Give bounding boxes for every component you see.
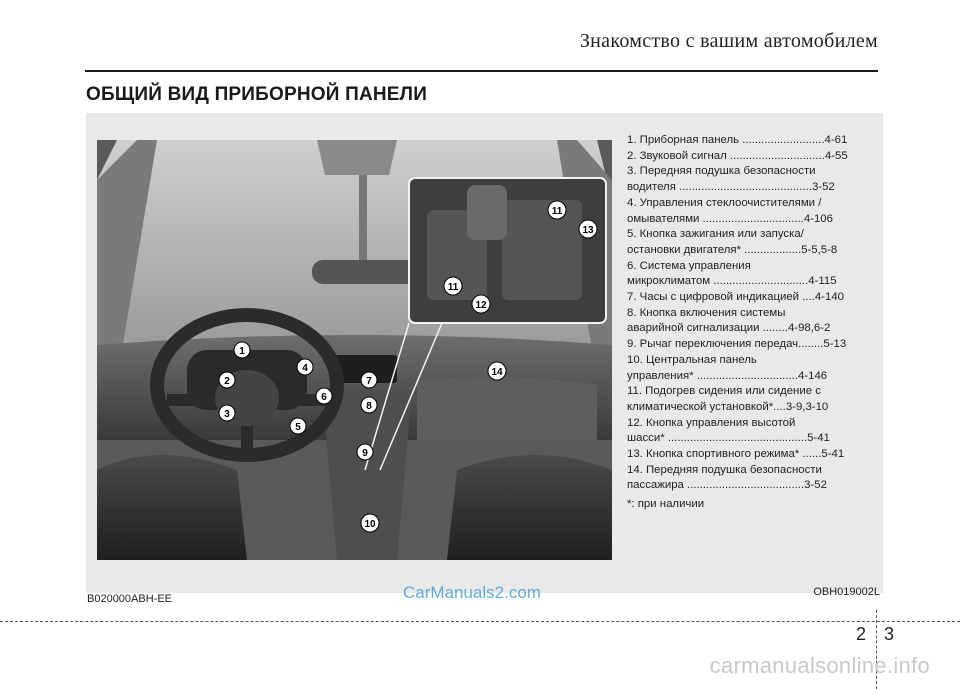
chapter-title: Знакомство с вашим автомобилем — [579, 30, 878, 52]
legend-item: 7. Часы с цифровой индикацией ....4-140 — [627, 291, 844, 304]
inset-callout-11b: 11 — [447, 282, 459, 293]
legend-item: 4. Управления стеклоочистителями / омывателями ................................4-106 — [627, 196, 833, 225]
callout-1: 1 — [239, 346, 245, 357]
callout-9: 9 — [362, 448, 368, 459]
legend-item: 10. Центральная панель управления* ................................4-146 — [627, 353, 828, 382]
callout-2: 2 — [224, 376, 230, 387]
legend-item: 13. Кнопка спортивного режима* ......5-41 — [627, 448, 845, 461]
inset-callout-12: 12 — [475, 300, 487, 311]
callout-6: 6 — [321, 392, 327, 403]
legend-item: 5. Кнопка зажигания или запуска/ остановки двигателя* ..................5-5,5-8 — [627, 228, 838, 256]
inset-callout-13: 13 — [582, 225, 594, 236]
callout-10: 10 — [364, 519, 376, 530]
page-number-right: 3 — [884, 624, 895, 644]
legend-item: 1. Приборная панель ..........................4-61 — [627, 134, 848, 146]
callout-5: 5 — [295, 422, 301, 433]
page-divider-line — [0, 621, 960, 622]
callout-4: 4 — [302, 363, 308, 374]
legend-item: 8. Кнопка включения системы аварийной сигнализации ........4-98,6-2 — [627, 306, 831, 335]
dashboard-illustration — [97, 140, 612, 560]
callout-14: 14 — [491, 367, 503, 378]
legend-item: 14. Передняя подушка безопасности пассажира .....................................3-52 — [627, 463, 827, 492]
header-rule — [85, 70, 878, 72]
legend-item: 2. Звуковой сигнал ..............................4-55 — [627, 149, 848, 162]
callout-8: 8 — [366, 401, 372, 412]
legend-item: 6. Система управления микроклиматом ..............................4-115 — [627, 259, 837, 288]
image-code: OBH019002L — [813, 586, 880, 598]
callout-3: 3 — [224, 409, 230, 420]
legend-item: 3. Передняя подушка безопасности водителя ..........................................3-52 — [627, 165, 835, 194]
document-code: B020000ABH-EE — [87, 593, 172, 605]
legend-footnote: *: при наличии — [627, 498, 705, 511]
legend-item: 9. Рычаг переключения передач........5-13 — [627, 338, 847, 351]
legend-list — [627, 133, 877, 513]
legend-item: 12. Кнопка управления высотой шасси* ............................................5-41 — [627, 416, 830, 445]
legend-item: 11. Подогрев сидения или сидение с климатической установкой*....3-9,3-10 — [627, 385, 829, 413]
watermark-carmanuals2[interactable]: CarManuals2.com — [403, 583, 541, 602]
watermark-carmanualsonline[interactable]: carmanualsonline.info — [709, 653, 930, 678]
page-number-left: 2 — [856, 624, 867, 644]
section-title: ОБЩИЙ ВИД ПРИБОРНОЙ ПАНЕЛИ — [86, 84, 428, 105]
inset-callout-11a: 11 — [551, 206, 563, 217]
callout-7: 7 — [366, 376, 372, 387]
